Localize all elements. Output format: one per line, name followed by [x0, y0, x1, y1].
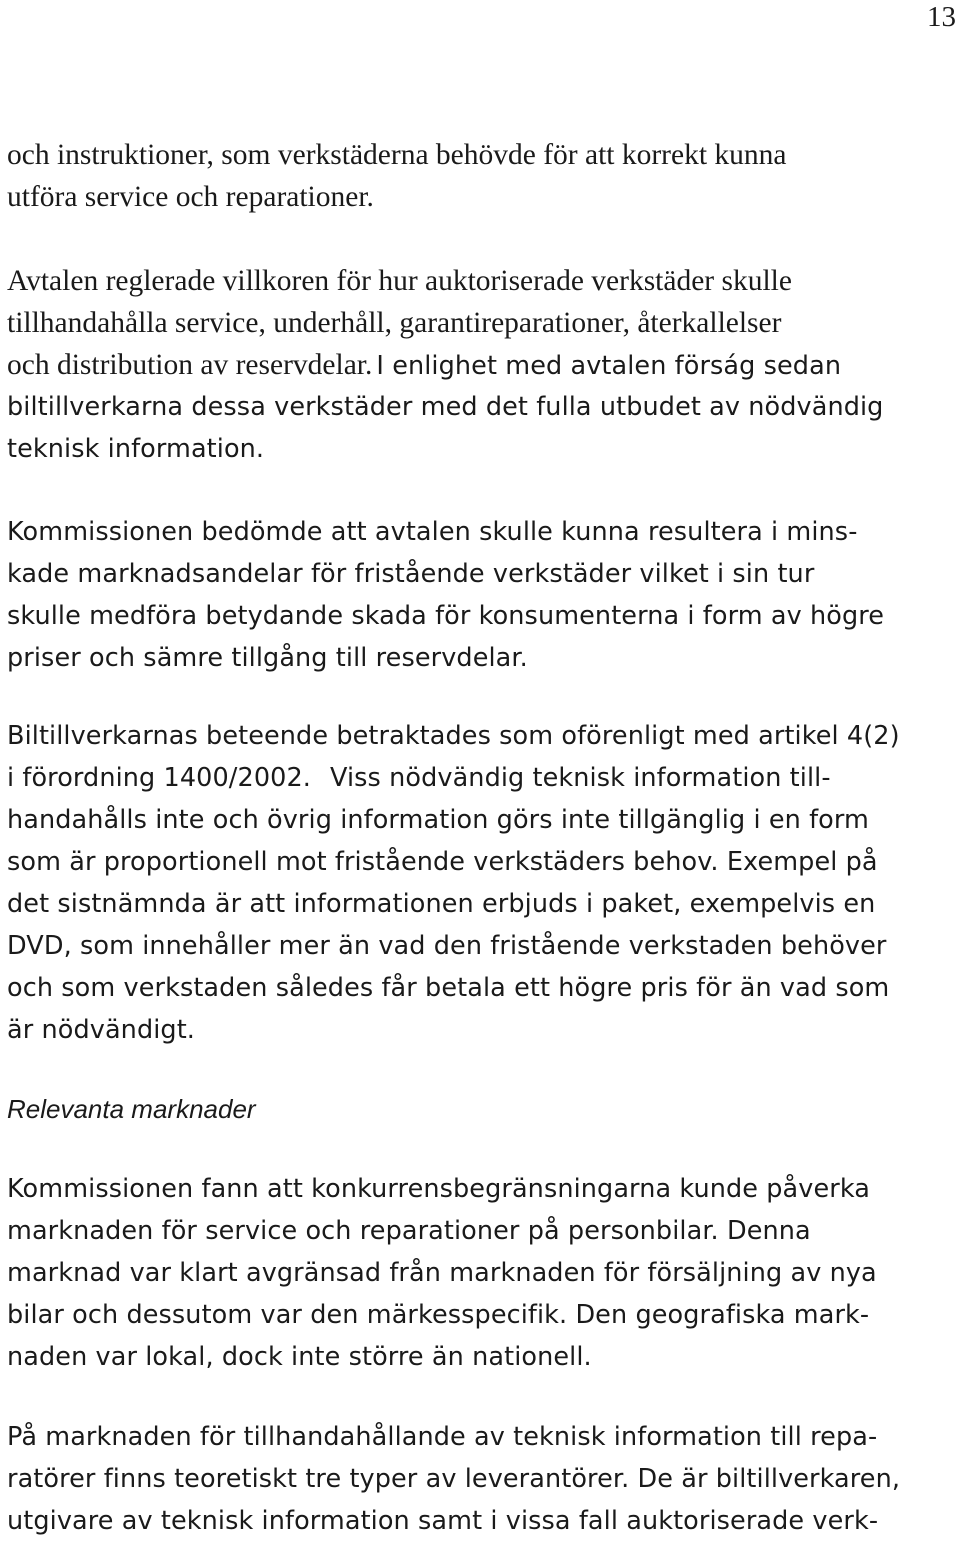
paragraph-line: utgivare av teknisk information samt i vissa fall auktoriserade verk- — [7, 1506, 879, 1536]
paragraph-line: det sistnämnda är att informationen erbjuds i paket, exempelvis en — [7, 889, 876, 919]
paragraph-line: kade marknadsandelar för fristående verkstäder vilket i sin tur — [7, 559, 815, 589]
paragraph-line: handahålls inte och övrig information görs inte tillgänglig i en form — [7, 805, 869, 835]
paragraph-line: och instruktioner, som verkstäderna behövde för att korrekt kunna — [7, 139, 787, 171]
paragraph-line: marknaden för service och reparationer på personbilar. Denna — [7, 1216, 811, 1246]
paragraph-line: naden var lokal, dock inte större än nationell. — [7, 1342, 592, 1372]
paragraph-line: På marknaden för tillhandahållande av teknisk information till repa- — [7, 1422, 878, 1452]
paragraph-line: teknisk information. — [7, 434, 265, 464]
paragraph-text-serif: och distribution av reservdelar. — [7, 349, 373, 381]
paragraph-line: DVD, som innehåller mer än vad den fristående verkstaden behöver — [7, 931, 887, 961]
paragraph-line: bilar och dessutom var den märkesspecifik. Den geografiska mark- — [7, 1300, 870, 1330]
paragraph-line: som är proportionell mot fristående verkstäders behov. Exempel på — [7, 847, 878, 877]
paragraph-line: marknad var klart avgränsad från marknaden för försäljning av nya — [7, 1258, 877, 1288]
paragraph-line: skulle medföra betydande skada för konsumenterna i form av högre — [7, 601, 885, 631]
paragraph-line: i förordning 1400/2002. — [7, 763, 312, 793]
paragraph-line: utföra service och reparationer. — [7, 181, 374, 213]
paragraph-text-sans: I enlighet med avtalen förság sedan — [376, 351, 842, 381]
paragraph-line: Viss nödvändig teknisk information till- — [330, 763, 831, 793]
paragraph-line: och som verkstaden således får betala ett högre pris för än vad som — [7, 973, 890, 1003]
paragraph-line-mixed — [7, 344, 841, 387]
paragraph-line: är nödvändigt. — [7, 1015, 196, 1045]
paragraph-line: Kommissionen fann att konkurrensbegränsningarna kunde påverka — [7, 1174, 870, 1204]
paragraph-line: Kommissionen bedömde att avtalen skulle kunna resultera i mins- — [7, 517, 858, 547]
page-number: 13 — [927, 1, 956, 33]
paragraph-line: Biltillverkarnas beteende betraktades som oförenligt med artikel 4(2) — [7, 721, 900, 751]
paragraph-line: tillhandahålla service, underhåll, garantireparationer, återkallelser — [7, 307, 782, 339]
paragraph-line: Avtalen reglerade villkoren för hur auktoriserade verkstäder skulle — [7, 265, 792, 297]
paragraph-line: biltillverkarna dessa verkstäder med det fulla utbudet av nödvändig — [7, 392, 884, 422]
section-heading: Relevanta marknader — [7, 1094, 256, 1124]
paragraph-line: ratörer finns teoretiskt tre typer av leverantörer. De är biltillverkaren, — [7, 1464, 901, 1494]
paragraph-line: priser och sämre tillgång till reservdelar. — [7, 643, 528, 673]
